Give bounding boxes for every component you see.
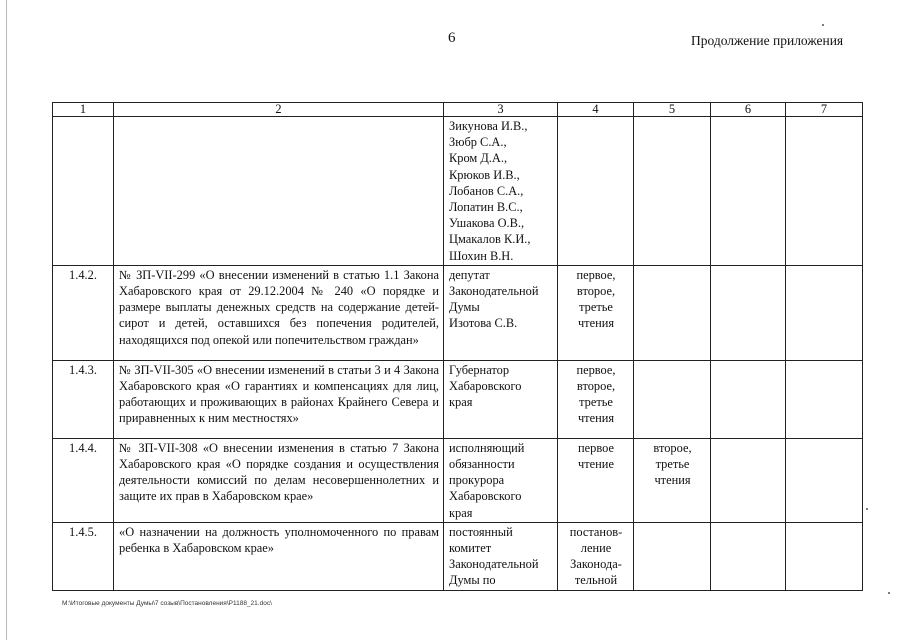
item-col-5 (634, 438, 711, 522)
item-col-5-line: третье (655, 457, 690, 472)
page-left-border (6, 0, 7, 640)
item-initiator-line: Ушакова О.В., (449, 216, 525, 231)
item-title (114, 117, 444, 266)
item-initiator-line: края (449, 505, 473, 520)
item-initiator-line: исполняющий (449, 440, 525, 455)
item-initiator-line: Хабаровского (449, 379, 522, 394)
item-col-6 (711, 438, 786, 522)
item-title-line: № ЗП-VII-308 «О внесении изменения в статью 7 Закона Хабаровского края «О порядке создания и осуществления деятельности комиссий по делам несовершеннолетних и защите их прав в Хабаровском крае» (119, 440, 439, 504)
item-col-4-line: чтения (577, 411, 615, 426)
continuation-label: Продолжение приложения (691, 33, 844, 48)
item-initiator-line: Думы по (449, 573, 496, 588)
item-title (114, 522, 444, 590)
table-row-1-4-5 (53, 522, 863, 590)
item-col-7 (786, 438, 863, 522)
item-col-4 (558, 117, 634, 266)
item-col-5-line: второе, (653, 440, 692, 455)
item-title-line: «О назначении на должность уполномоченного по правам ребенка в Хабаровском крае» (119, 524, 439, 556)
item-col-4-line: первое, (576, 362, 616, 377)
item-title (114, 438, 444, 522)
item-col-5 (634, 522, 711, 590)
item-col-4-line: Законода- (570, 557, 622, 572)
item-number (53, 117, 114, 266)
scan-speck (866, 508, 868, 510)
item-col-4-line: чтения (577, 316, 615, 331)
item-col-5 (634, 265, 711, 360)
item-initiator (444, 265, 558, 360)
header-col-5: 5 (634, 103, 711, 117)
item-col-7 (786, 265, 863, 360)
item-initiator-line: Цмакалов К.И., (449, 232, 531, 247)
item-col-4-line: первое (578, 440, 614, 455)
header-col-4: 4 (558, 103, 634, 117)
item-initiator-line: Губернатор (449, 362, 510, 377)
item-initiator-line: комитет (449, 541, 492, 556)
header-row (53, 103, 863, 117)
header-col-3: 3 (444, 103, 558, 117)
item-col-4-line: постанов- (569, 524, 623, 539)
item-col-5 (634, 117, 711, 266)
header-col-1: 1 (53, 103, 114, 117)
item-number: 1.4.5. (53, 522, 114, 590)
item-title (114, 360, 444, 438)
item-initiator-line: Думы (449, 300, 480, 315)
item-initiator-line: Законодательной (449, 284, 539, 299)
item-initiator (444, 438, 558, 522)
item-col-5 (634, 360, 711, 438)
item-col-4-line: третье (579, 300, 613, 315)
header-col-6: 6 (711, 103, 786, 117)
item-initiator-line: Крюков И.В., (449, 167, 520, 182)
item-initiator (444, 117, 558, 266)
page-number: 6 (448, 30, 456, 46)
item-col-4-line: чтение (578, 457, 614, 472)
item-initiator-line: края (449, 395, 473, 410)
agenda-table (52, 102, 863, 591)
item-col-4-line: первое, (576, 267, 616, 282)
table-row-1-4-3 (53, 360, 863, 438)
item-col-4 (558, 265, 634, 360)
item-initiator (444, 522, 558, 590)
item-col-6 (711, 265, 786, 360)
item-initiator-line: Законодательной (449, 557, 539, 572)
item-col-6 (711, 522, 786, 590)
item-col-7 (786, 117, 863, 266)
item-title (114, 265, 444, 360)
item-col-7 (786, 360, 863, 438)
item-col-4 (558, 360, 634, 438)
item-col-4-line: ление (580, 541, 612, 556)
header-col-2: 2 (114, 103, 444, 117)
item-number: 1.4.4. (53, 438, 114, 522)
item-col-5-line: чтения (654, 473, 691, 488)
item-title-line: № ЗП-VII-299 «О внесении изменений в статью 1.1 Закона Хабаровского края от 29.12.2004 № 240 «О порядке и размере выплаты денежных средств на содержание детей-сирот и детей, оставшихся без попечения родителей, находящихся под опекой или попечительством граждан» (119, 267, 439, 347)
item-initiator-line: Лопатин В.С., (449, 200, 523, 215)
header-col-7: 7 (786, 103, 863, 117)
item-col-4-line: второе, (576, 379, 616, 394)
item-title-line: № ЗП-VII-305 «О внесении изменений в статьи 3 и 4 Закона Хабаровского края «О гарантиях и компенсациях для лиц, работающих и проживающих в районах Крайнего Севера и приравненных к ним местностях» (119, 362, 439, 426)
item-number: 1.4.2. (53, 265, 114, 360)
scan-speck (888, 592, 890, 594)
item-col-4-line: тельной (574, 573, 618, 588)
item-initiator-line: Шохин В.Н. (449, 248, 514, 263)
table-row-continuation (53, 117, 863, 266)
item-initiator-line: Лобанов С.А., (449, 183, 524, 198)
table-row-1-4-4 (53, 438, 863, 522)
item-initiator-line: прокурора (449, 473, 505, 488)
item-initiator-line: постоянный (449, 524, 513, 539)
item-col-4-line: третье (579, 395, 613, 410)
item-number: 1.4.3. (53, 360, 114, 438)
item-col-6 (711, 360, 786, 438)
item-initiator-line: Зикунова И.В., (449, 119, 528, 133)
item-col-7 (786, 522, 863, 590)
item-initiator-line: обязанности (449, 457, 515, 472)
item-col-4 (558, 522, 634, 590)
item-initiator-line: Изотова С.В. (449, 316, 518, 331)
item-initiator-line: Хабаровского (449, 489, 522, 504)
item-col-6 (711, 117, 786, 266)
item-initiator-line: Кром Д.А., (449, 151, 508, 166)
item-initiator-line: Зюбр С.А., (449, 135, 507, 150)
item-col-4 (558, 438, 634, 522)
item-initiator (444, 360, 558, 438)
item-col-4-line: второе, (576, 284, 616, 299)
file-path-footer: M:\Итоговые документы Думы\7 созыв\Постановления\Р1188_21.doc\ (62, 600, 272, 607)
scan-speck (822, 24, 824, 26)
item-initiator-line: депутат (449, 267, 490, 282)
table-row-1-4-2 (53, 265, 863, 360)
